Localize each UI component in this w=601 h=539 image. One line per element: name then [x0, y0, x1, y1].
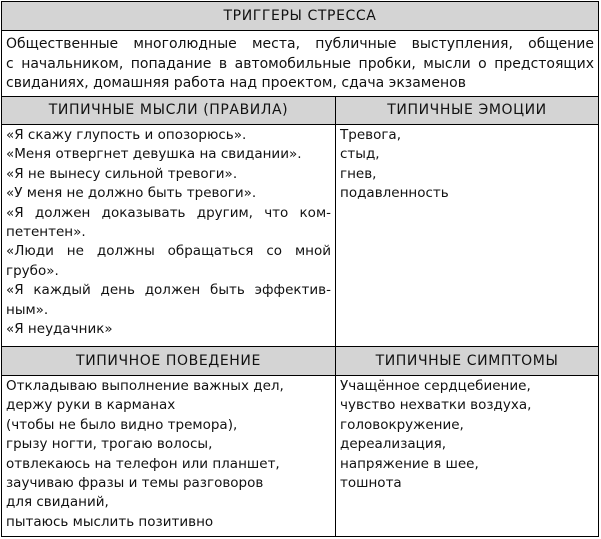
thought-line: «Я не вынесу сильной тревоги».	[6, 165, 238, 182]
emotion-line: стыд,	[340, 146, 380, 163]
behavior-symptoms-row	[2, 376, 598, 536]
symptoms-header-label: ТИПИЧНЫЕ СИМПТОМЫ	[375, 353, 559, 369]
symptom-line: чувство нехватки воздуха,	[340, 397, 532, 414]
behavior-line: грызу ногти, трогаю волосы,	[6, 436, 213, 453]
triggers-line: Общественные многолюдные места, публичные выступления, общение	[6, 36, 594, 52]
symptom-line: тошнота	[340, 475, 402, 492]
thoughts-cell	[2, 125, 336, 346]
behavior-line: Откладываю выполнение важных дел,	[6, 378, 284, 394]
thought-line: «Я должен доказывать другим, что ком-	[6, 204, 331, 221]
thought-line: ным».	[6, 301, 49, 318]
emotion-line: подавленность	[340, 185, 449, 202]
symptom-line: напряжение в шее,	[340, 455, 479, 472]
behavior-line: отвлекаюсь на телефон или планшет,	[6, 455, 280, 472]
stress-table	[1, 1, 599, 537]
behavior-line: пытаюсь мыслить позитивно	[6, 513, 214, 530]
emotion-line: гнев,	[340, 165, 377, 182]
thought-line: «Я каждый день должен быть эффектив-	[6, 282, 331, 299]
symptom-line: дереализация,	[340, 436, 447, 453]
symptoms-cell	[336, 376, 598, 536]
thoughts-emotions-row	[2, 125, 598, 347]
behavior-line: заучиваю фразы и темы разговоров	[6, 475, 264, 492]
thought-line: «Я неудачник»	[6, 321, 113, 338]
emotions-header-label: ТИПИЧНЫЕ ЭМОЦИИ	[387, 102, 547, 118]
triggers-text	[2, 31, 598, 97]
behavior-line: держу руки в карманах	[6, 397, 176, 414]
behavior-header-label: ТИПИЧНОЕ ПОВЕДЕНИЕ	[76, 353, 261, 369]
emotions-cell	[336, 125, 598, 346]
thought-line: «Я скажу глупость и опозорюсь».	[6, 127, 247, 143]
triggers-header	[2, 2, 598, 31]
thought-line: петентен».	[6, 224, 86, 241]
emotions-header	[336, 97, 598, 124]
behavior-symptoms-header-row	[2, 347, 598, 376]
symptoms-header	[336, 347, 598, 375]
emotion-line: Тревога,	[340, 127, 401, 143]
thoughts-header-label: ТИПИЧНЫЕ МЫСЛИ (ПРАВИЛА)	[48, 102, 289, 118]
behavior-header	[2, 347, 336, 375]
behavior-line: (чтобы не было видно тремора),	[6, 416, 238, 433]
triggers-line: с начальником, попадание в автомобильные пробки, мысли о предстоящих	[6, 55, 594, 72]
thoughts-emotions-header-row	[2, 97, 598, 125]
symptom-line: Учащённое сердцебиение,	[340, 378, 531, 394]
triggers-header-label: ТРИГГЕРЫ СТРЕССА	[223, 8, 377, 24]
behavior-cell	[2, 376, 336, 536]
thought-line: «Люди не должны обращаться со мной	[6, 243, 331, 260]
thought-line: «Меня отвергнет девушка на свидании».	[6, 146, 302, 163]
symptom-line: головокружение,	[340, 416, 464, 433]
behavior-line: для свиданий,	[6, 494, 109, 511]
thought-line: «У меня не должно быть тревоги».	[6, 185, 257, 202]
thought-line: грубо».	[6, 262, 59, 279]
thoughts-header	[2, 97, 336, 124]
triggers-line: свиданиях, домашняя работа над проектом, сдача экзаменов	[6, 75, 466, 92]
